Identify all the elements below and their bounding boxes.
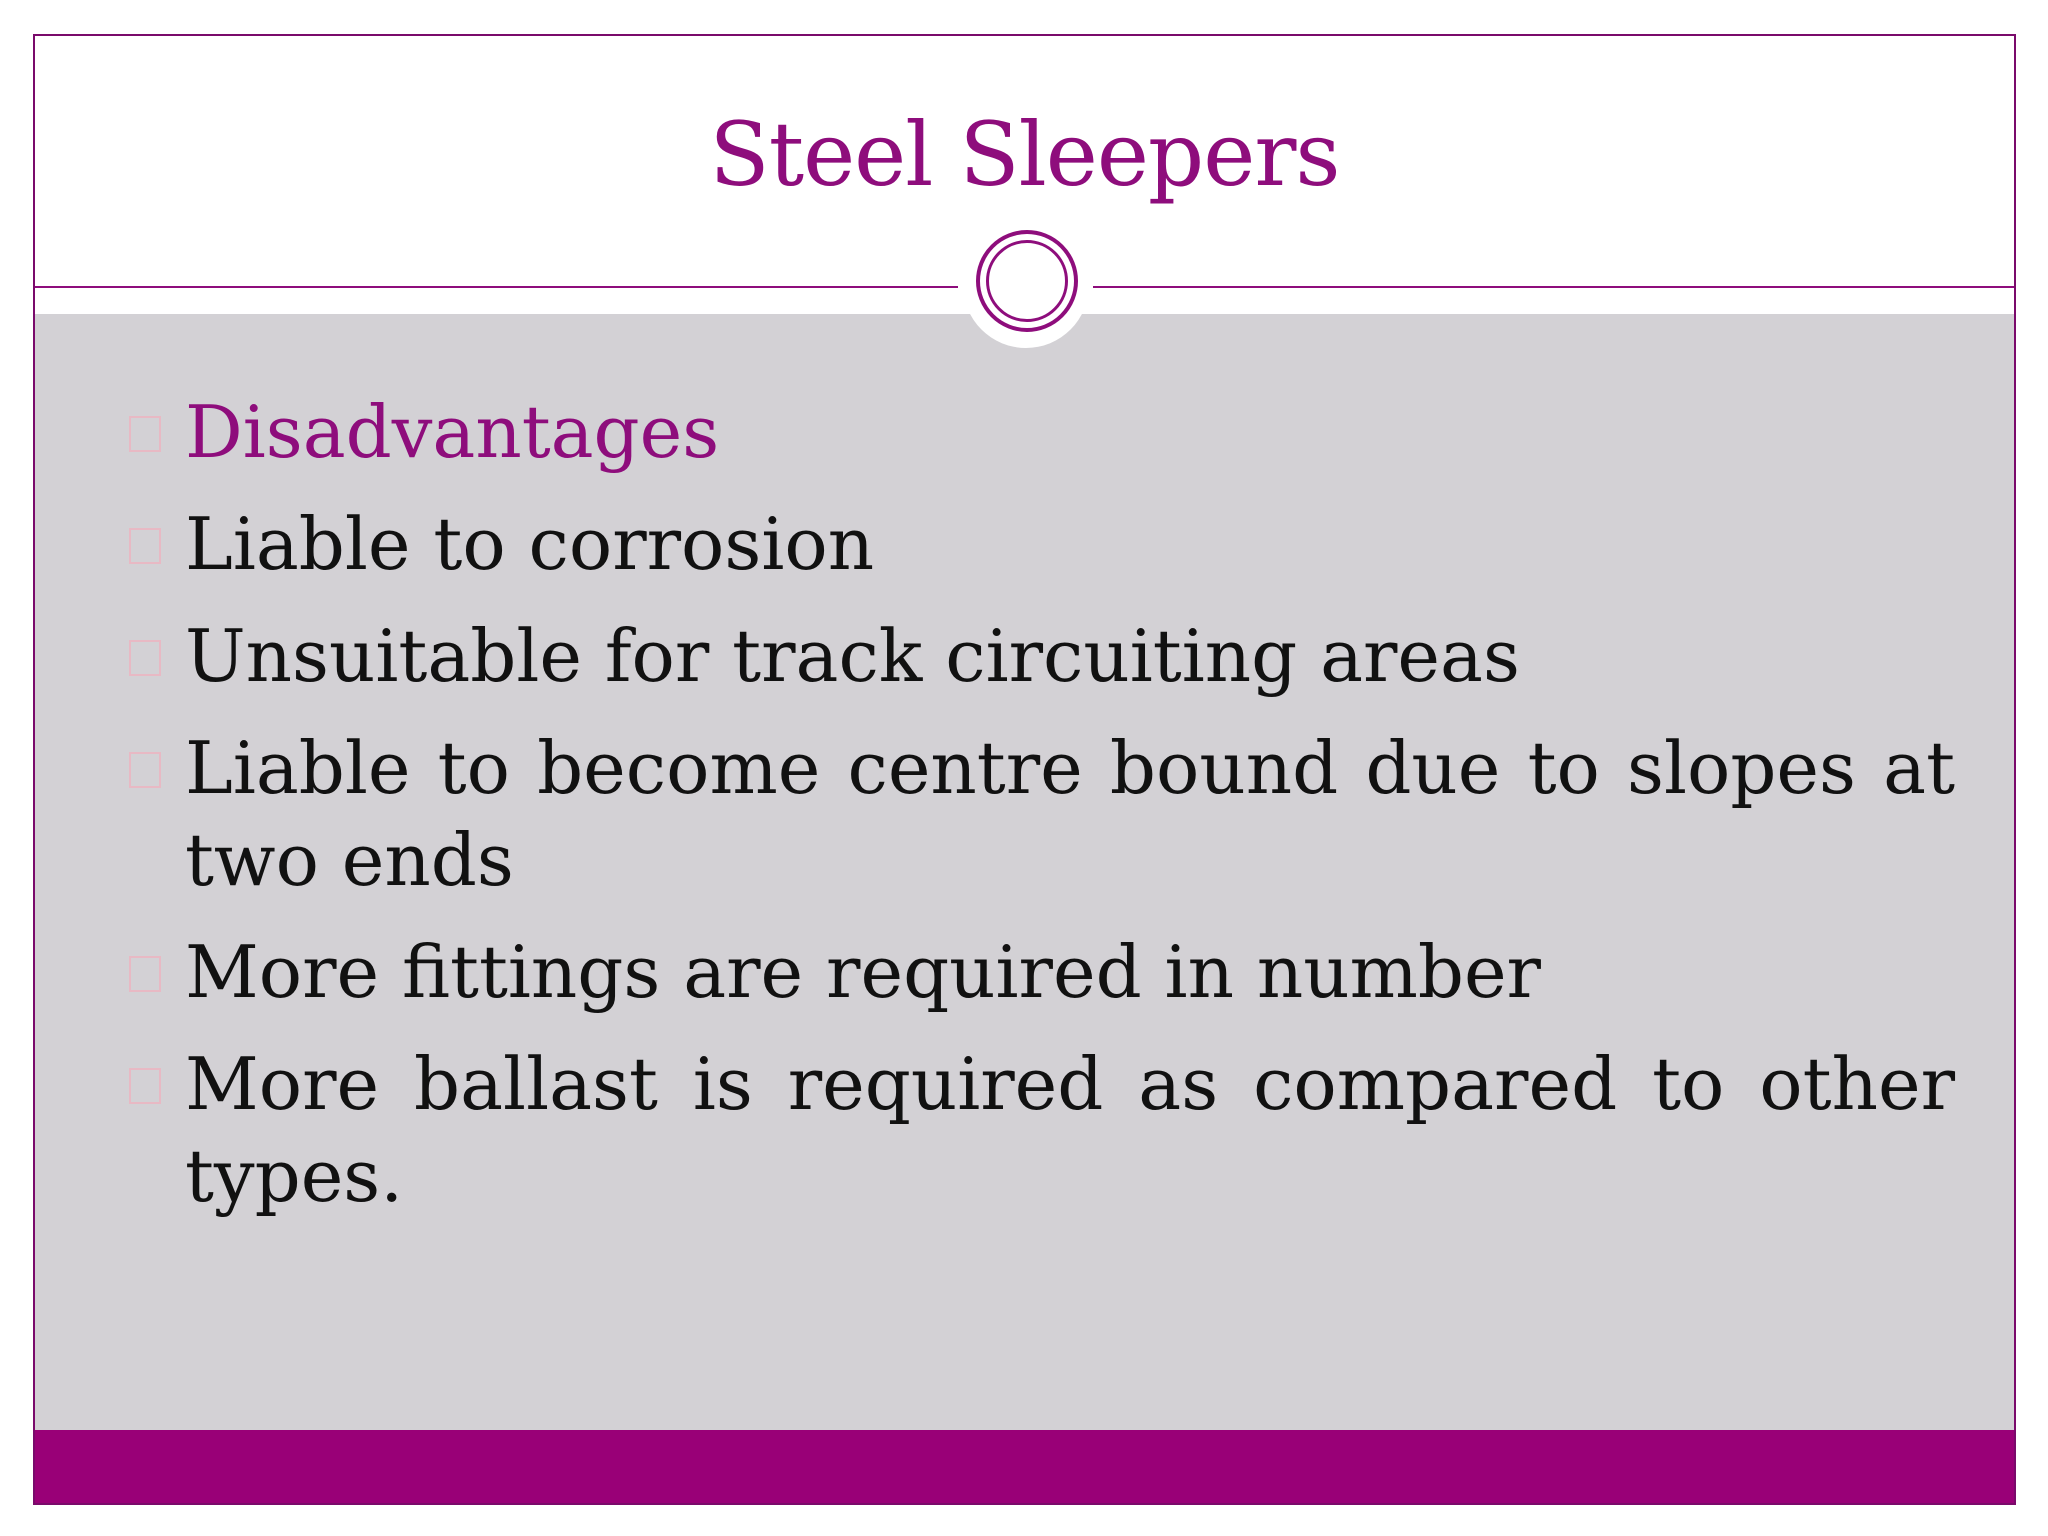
title-divider-right xyxy=(1093,286,2016,288)
square-bullet-icon xyxy=(129,416,161,452)
square-bullet-icon xyxy=(129,752,161,788)
inner-ring xyxy=(986,240,1068,322)
bullet-text: Disadvantages xyxy=(185,390,720,474)
footer-bar xyxy=(35,1430,2014,1503)
square-bullet-icon xyxy=(129,640,161,676)
bullet-text: More ballast is required as compared to other types. xyxy=(185,1042,1955,1218)
slide-title: Steel Sleepers xyxy=(709,103,1340,206)
bullet-centre-bound xyxy=(95,722,1955,906)
square-bullet-icon xyxy=(129,956,161,992)
bullet-text: Liable to become centre bound due to slopes at two ends xyxy=(185,726,1955,902)
title-divider-left xyxy=(35,286,958,288)
bullet-ballast xyxy=(95,1038,1955,1222)
bullet-track-circuiting xyxy=(95,610,1955,702)
slide xyxy=(33,34,2016,1505)
square-bullet-icon xyxy=(129,528,161,564)
bullet-text: More fittings are required in number xyxy=(185,930,1541,1014)
bullet-corrosion xyxy=(95,498,1955,590)
bullet-text: Unsuitable for track circuiting areas xyxy=(185,614,1520,698)
double-ring-icon xyxy=(976,230,1078,332)
bullet-fittings xyxy=(95,926,1955,1018)
square-bullet-icon xyxy=(129,1068,161,1104)
bullet-list xyxy=(95,386,1955,1242)
bullet-disadvantages xyxy=(95,386,1955,478)
bullet-text: Liable to corrosion xyxy=(185,502,875,586)
